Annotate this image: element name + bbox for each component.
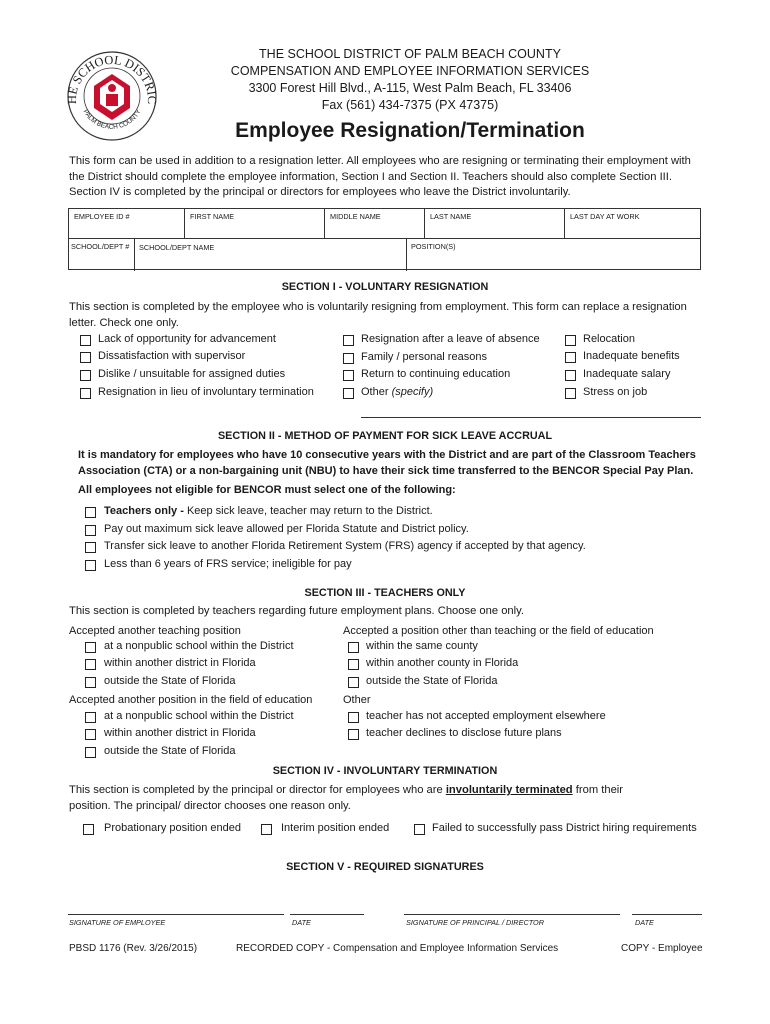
- reason-checkbox[interactable]: [80, 352, 91, 363]
- plan-checkbox[interactable]: [85, 712, 96, 723]
- section4-title: SECTION IV - INVOLUNTARY TERMINATION: [272, 765, 498, 777]
- section5-title: SECTION V - REQUIRED SIGNATURES: [286, 861, 484, 873]
- reason-label: Family / personal reasons: [361, 351, 487, 363]
- reason-label: Relocation: [583, 333, 635, 345]
- section1-desc-line: letter. Check one only.: [69, 316, 179, 329]
- reason-checkbox[interactable]: [343, 370, 354, 381]
- plan-label: at a nonpublic school within the District: [104, 640, 294, 652]
- mandatory-line: Association (CTA) or a non-bargaining unit (NBU) to have their sick time transferred to the BENCOR Special Pay Plan.: [78, 464, 694, 477]
- desc-pre: This section is completed by the principal or director for employees who are: [69, 784, 446, 796]
- termination-checkbox[interactable]: [83, 824, 94, 835]
- section2-instruction: All employees not eligible for BENCOR must select one of the following:: [78, 484, 456, 496]
- termination-label: Interim position ended: [281, 822, 390, 834]
- desc-post: from their: [572, 784, 624, 796]
- termination-checkbox[interactable]: [261, 824, 272, 835]
- plan-label: at a nonpublic school within the District: [104, 710, 294, 722]
- termination-checkbox[interactable]: [414, 824, 425, 835]
- reason-label: Return to continuing education: [361, 368, 511, 380]
- employee-date-line[interactable]: [290, 914, 364, 915]
- last-day-field[interactable]: LAST DAY AT WORK: [570, 212, 640, 221]
- sick-leave-option: Less than 6 years of FRS service; ineligible for pay: [104, 558, 352, 570]
- employee-id-field[interactable]: EMPLOYEE ID #: [74, 212, 130, 221]
- reason-checkbox[interactable]: [80, 370, 91, 381]
- plan-label: teacher declines to disclose future plans: [366, 727, 562, 739]
- employee-copy-note: COPY - Employee: [621, 943, 703, 954]
- mandatory-line: It is mandatory for employees who have 10 consecutive years with the District and are part of the Classroom Teachers: [78, 449, 696, 461]
- sick-leave-checkbox[interactable]: [85, 542, 96, 553]
- other-specify-line[interactable]: [361, 417, 701, 418]
- school-dept-name-field[interactable]: SCHOOL/DEPT NAME: [139, 243, 215, 252]
- intro-line: Section IV is completed by the principal or directors for employees who leave the District involuntarily.: [69, 186, 571, 198]
- section3-title: SECTION III - TEACHERS ONLY: [304, 587, 466, 599]
- sick-leave-checkbox[interactable]: [85, 507, 96, 518]
- sick-leave-checkbox[interactable]: [85, 525, 96, 536]
- positions-field[interactable]: POSITION(S): [411, 242, 456, 251]
- reason-checkbox[interactable]: [565, 335, 576, 346]
- sick-leave-option: Transfer sick leave to another Florida Retirement System (FRS) agency if accepted by that agency.: [104, 540, 586, 552]
- header-line-2: COMPENSATION AND EMPLOYEE INFORMATION SERVICES: [230, 64, 590, 78]
- last-name-field[interactable]: LAST NAME: [430, 212, 472, 221]
- plan-checkbox[interactable]: [348, 677, 359, 688]
- termination-label: Probationary position ended: [104, 822, 241, 834]
- reason-checkbox[interactable]: [80, 388, 91, 399]
- intro-text: [69, 154, 691, 201]
- section1-desc: [69, 300, 687, 331]
- group4-heading: Other: [343, 694, 371, 706]
- sick-leave-option: [104, 505, 433, 517]
- header-fax: Fax (561) 434-7375 (PX 47375): [321, 98, 499, 112]
- termination-label: Failed to successfully pass District hiring requirements: [432, 822, 697, 834]
- other-label: [361, 386, 433, 398]
- reason-label: Resignation after a leave of absence: [361, 333, 540, 345]
- section4-desc-line: [69, 783, 623, 799]
- section2-mandatory: [78, 448, 696, 479]
- reason-checkbox[interactable]: [80, 335, 91, 346]
- reason-checkbox[interactable]: [565, 352, 576, 363]
- section1-title: SECTION I - VOLUNTARY RESIGNATION: [281, 281, 489, 293]
- plan-checkbox[interactable]: [85, 747, 96, 758]
- plan-label: within another district in Florida: [104, 727, 256, 739]
- section2-title: SECTION II - METHOD OF PAYMENT FOR SICK LEAVE ACCRUAL: [217, 430, 553, 442]
- sick-leave-option: Pay out maximum sick leave allowed per Florida Statute and District policy.: [104, 523, 469, 535]
- teachers-only-label: Teachers only -: [104, 505, 187, 517]
- involuntary-emphasis: involuntarily terminated: [445, 784, 573, 796]
- plan-label: outside the State of Florida: [366, 675, 498, 687]
- principal-date-line[interactable]: [632, 914, 702, 915]
- plan-label: within another county in Florida: [366, 657, 519, 669]
- principal-signature-label: SIGNATURE OF PRINCIPAL / DIRECTOR: [406, 918, 544, 927]
- plan-checkbox[interactable]: [348, 659, 359, 670]
- reason-label: Dissatisfaction with supervisor: [98, 350, 246, 362]
- group3-heading: Accepted another position in the field of education: [69, 694, 313, 706]
- header-address: 3300 Forest Hill Blvd., A-115, West Palm Beach, FL 33406: [248, 81, 572, 95]
- intro-line: This form can be used in addition to a resignation letter. All employees who are resigning or terminating their employment with: [69, 155, 691, 167]
- plan-checkbox[interactable]: [348, 712, 359, 723]
- reason-label: Inadequate benefits: [583, 350, 680, 362]
- plan-label: within another district in Florida: [104, 657, 256, 669]
- employee-date-label: DATE: [292, 918, 311, 927]
- header-line-1: THE SCHOOL DISTRICT OF PALM BEACH COUNTY: [259, 47, 561, 61]
- plan-checkbox[interactable]: [85, 677, 96, 688]
- reason-label: Resignation in lieu of involuntary termination: [98, 386, 314, 398]
- employee-info-table: [68, 208, 701, 270]
- first-name-field[interactable]: FIRST NAME: [190, 212, 235, 221]
- school-dept-num-field[interactable]: SCHOOL/DEPT #: [71, 242, 130, 251]
- recorded-copy-note: RECORDED COPY - Compensation and Employee Information Services: [236, 943, 559, 954]
- reason-label: Inadequate salary: [583, 368, 671, 380]
- plan-checkbox[interactable]: [348, 642, 359, 653]
- reason-label: Lack of opportunity for advancement: [98, 333, 276, 345]
- employee-signature-label: SIGNATURE OF EMPLOYEE: [69, 918, 166, 927]
- other-specify: (specify): [391, 386, 434, 398]
- plan-label: outside the State of Florida: [104, 745, 236, 757]
- logo-bottom-text: PALM BEACH COUNTY: [81, 108, 143, 131]
- logo-top-text: HE SCHOOL DISTRIC: [66, 52, 158, 105]
- reason-checkbox[interactable]: [343, 388, 354, 399]
- reason-checkbox[interactable]: [565, 370, 576, 381]
- group1-heading: Accepted another teaching position: [69, 625, 241, 637]
- reason-checkbox[interactable]: [565, 388, 576, 399]
- intro-line: the District should complete the employee information, Section I and Section II. Teachers should also complete Section III.: [69, 170, 672, 183]
- middle-name-field[interactable]: MIDDLE NAME: [330, 212, 381, 221]
- other-text: Other: [361, 386, 392, 398]
- plan-label: teacher has not accepted employment elsewhere: [366, 710, 606, 722]
- section4-desc: [69, 783, 623, 814]
- section1-desc-line: This section is completed by the employee who is voluntarily resigning from employment. This form can replace a resignation: [69, 301, 687, 313]
- plan-label: within the same county: [366, 640, 478, 652]
- principal-signature-line[interactable]: [404, 914, 620, 915]
- section4-desc-line: position. The principal/ director chooses one reason only.: [69, 799, 351, 812]
- reason-checkbox[interactable]: [343, 353, 354, 364]
- plan-checkbox[interactable]: [85, 659, 96, 670]
- keep-sick-leave-text: Keep sick leave, teacher may return to the District.: [186, 505, 433, 517]
- section3-desc: This section is completed by teachers regarding future employment plans. Choose one only.: [69, 605, 524, 617]
- reason-label: Stress on job: [583, 386, 648, 398]
- principal-date-label: DATE: [635, 918, 654, 927]
- sick-leave-checkbox[interactable]: [85, 560, 96, 571]
- page-title: Employee Resignation/Termination: [235, 119, 585, 142]
- reason-label: Dislike / unsuitable for assigned duties: [98, 368, 286, 380]
- plan-checkbox[interactable]: [85, 729, 96, 740]
- plan-label: outside the State of Florida: [104, 675, 236, 687]
- form-id: PBSD 1176 (Rev. 3/26/2015): [69, 943, 198, 954]
- plan-checkbox[interactable]: [85, 642, 96, 653]
- reason-checkbox[interactable]: [343, 335, 354, 346]
- employee-signature-line[interactable]: [68, 914, 284, 915]
- group2-heading: Accepted a position other than teaching or the field of education: [343, 625, 654, 637]
- plan-checkbox[interactable]: [348, 729, 359, 740]
